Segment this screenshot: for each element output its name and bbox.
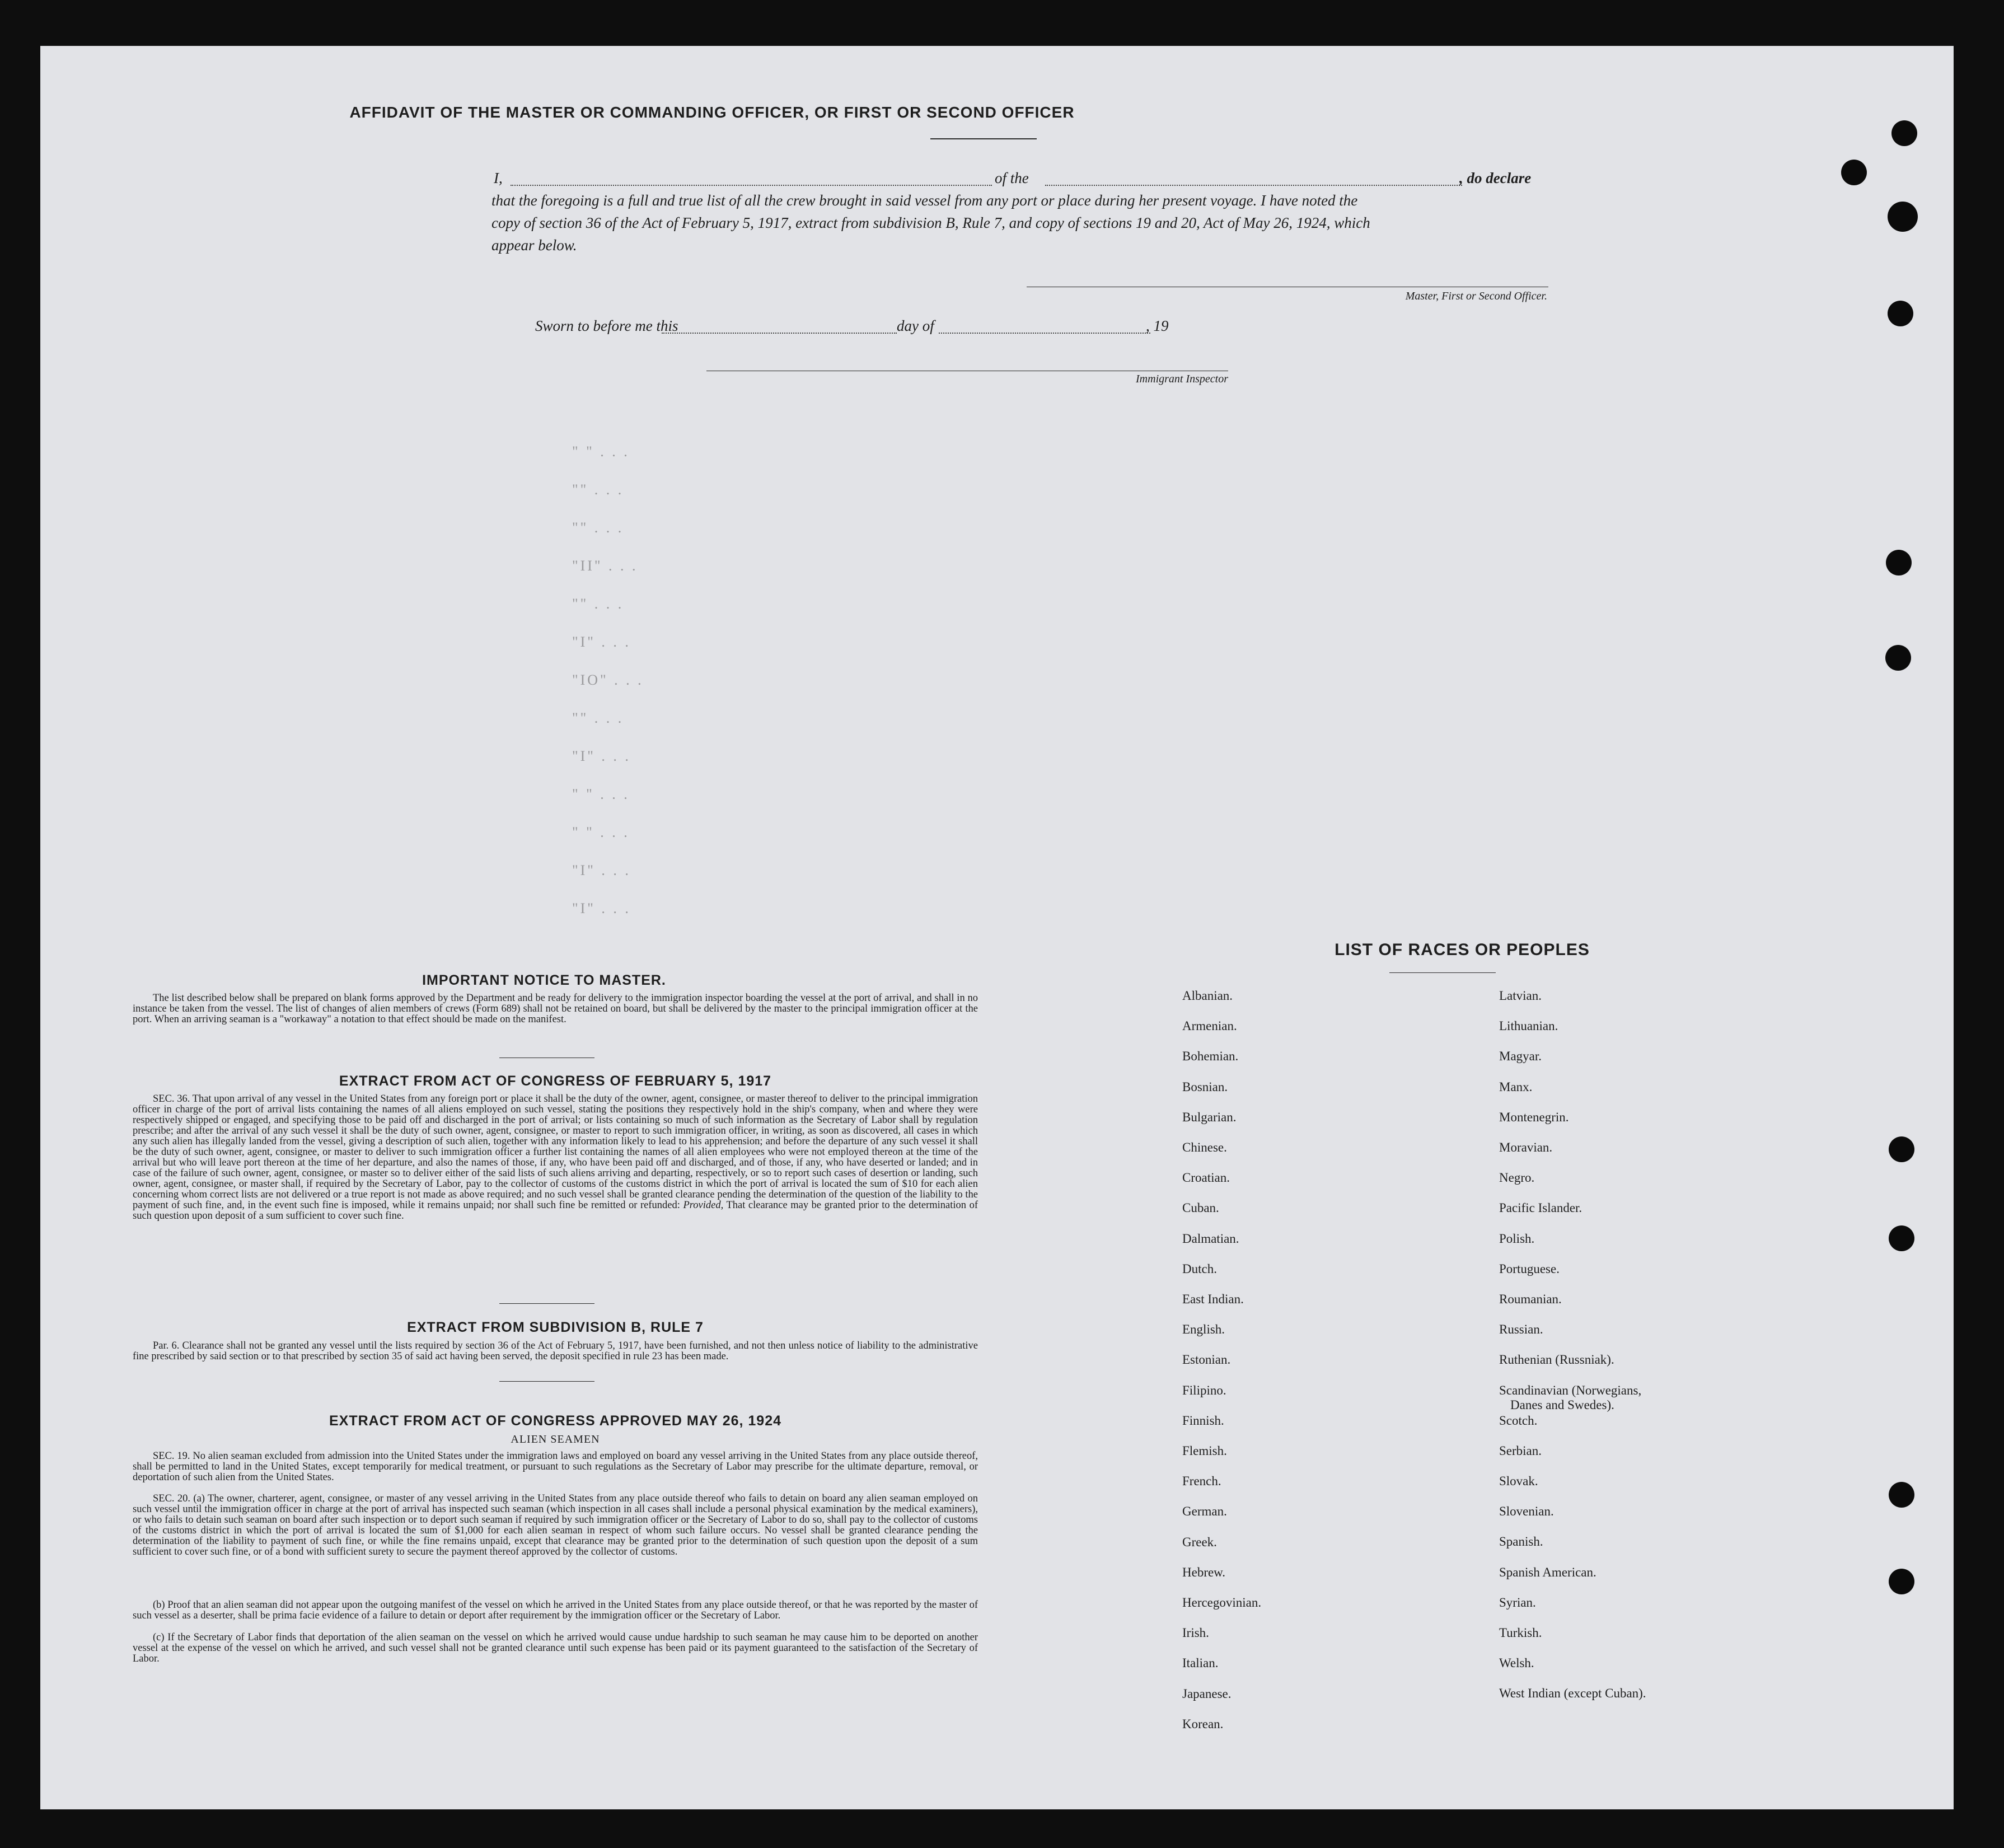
race-item: Turkish. [1499,1626,1542,1640]
sworn-day-blank [662,333,897,334]
race-item: Dalmatian. [1182,1231,1239,1246]
punch-hole [1888,202,1918,232]
name-blank [511,185,992,186]
bleed-through-row: "" . . . [572,520,624,536]
bleed-through-row: "I" . . . [572,862,631,878]
race-item: Roumanian. [1499,1292,1562,1306]
bleed-through-row: "IO" . . . [572,672,644,688]
punch-hole [1891,120,1917,146]
affidavit-line2: that the foregoing is a full and true list of all the crew brought in said vessel from any port or place during her present voyage. I have noted the [491,192,1358,209]
race-item: Portuguese. [1499,1261,1560,1276]
races-underline [1389,972,1496,973]
inspector-signature-caption: Immigrant Inspector [1136,373,1228,385]
sworn-month-blank [939,333,1150,334]
sworn-text: Sworn to before me this [535,317,678,334]
race-item: Greek. [1182,1534,1217,1549]
race-item: Montenegrin. [1499,1110,1569,1124]
race-item: Estonian. [1182,1353,1231,1367]
notice-title: IMPORTANT NOTICE TO MASTER. [422,972,666,988]
bleed-through-row: "I" . . . [572,900,631,916]
race-item: Italian. [1182,1656,1219,1671]
race-item: English. [1182,1322,1225,1337]
race-item: Syrian. [1499,1595,1536,1610]
title-underline [930,138,1037,139]
race-item: Magyar. [1499,1049,1542,1064]
race-item: French. [1182,1474,1221,1489]
race-item: Lithuanian. [1499,1019,1558,1033]
race-item: Flemish. [1182,1444,1227,1458]
bleed-through-row: "" . . . [572,710,624,726]
bleed-through-row: "I" . . . [572,748,631,764]
race-item: Scotch. [1499,1413,1538,1428]
race-item: Bosnian. [1182,1079,1228,1094]
affidavit-title: AFFIDAVIT OF THE MASTER OR COMMANDING OFFICER, OR FIRST OR SECOND OFFICER [349,104,1075,121]
bleed-through-row: " " . . . [572,786,630,802]
race-item: Cuban. [1182,1201,1219,1215]
punch-hole [1889,1225,1914,1251]
race-item: Slovenian. [1499,1504,1554,1519]
race-item: Spanish American. [1499,1565,1596,1579]
bleed-through-row: "" . . . [572,481,624,498]
race-item: Bulgarian. [1182,1110,1237,1124]
race-item: Polish. [1499,1231,1535,1246]
punch-hole [1889,1482,1914,1508]
race-item: Japanese. [1182,1686,1232,1701]
race-item: Welsh. [1499,1656,1534,1671]
race-item: West Indian (except Cuban). [1499,1686,1646,1701]
race-item: Croatian. [1182,1171,1230,1185]
race-item: Hercegovinian. [1182,1596,1262,1610]
year-text: , 19 [1146,317,1169,334]
race-item: Negro. [1499,1171,1535,1185]
affidavit-line1-declare: , do declare [1459,170,1532,186]
race-item: Scandinavian (Norwegians, [1499,1383,1642,1397]
divider [499,1381,594,1382]
divider [499,1303,594,1304]
race-item: German. [1182,1504,1227,1519]
proviso-text: That clearance may be granted prior to the determination of such question upon deposit of a sum sufficient to cover such fine. [133,1200,978,1222]
sec20c-text: (c) If the Secretary of Labor finds that deportation of the alien seaman on the vessel on which he arrived would cause undue hardship to such seaman he may cause him to be deported on another vessel at the expense of the vessel on which he arrived, and such vessel shall not be granted clearance until such expense has been paid or its payment guaranteed to the satisfaction of the Secretary of Labor. [133,1632,978,1664]
extract-1917-text [133,1094,978,1222]
race-item: Danes and Swedes). [1510,1397,1614,1412]
punch-hole [1888,301,1913,326]
punch-hole [1886,550,1912,576]
races-title: LIST OF RACES OR PEOPLES [1335,941,1590,959]
race-item: Bohemian. [1182,1049,1239,1064]
extract-rule7-text: Par. 6. Clearance shall not be granted any vessel until the lists required by section 36 of the Act of February 5, 1917, have been furnished, and not then unless notice of liability to the administrative fine prescribed by said section or to that prescribed by section 35 of said act having been served, the deposit specified in rule 23 has been made. [133,1340,978,1362]
punch-hole [1885,645,1911,671]
race-item: Latvian. [1499,989,1542,1003]
notice-text: The list described below shall be prepared on blank forms approved by the Department and be ready for delivery to the immigration inspector boarding the vessel at the port of arrival, and shall in no instance be taken from the vessel. The list of changes of alien members of crews (Form 689) shall not be retained on board, but shall be delivered by the master to the principal immigration officer at the port. When an arriving seaman is a "workaway" a notation to that effect should be made on the manifest. [133,993,978,1025]
extract-rule7-title: EXTRACT FROM SUBDIVISION B, RULE 7 [407,1320,704,1335]
race-item: Hebrew. [1182,1565,1226,1579]
race-item: Pacific Islander. [1499,1201,1582,1215]
extract-1924-title: EXTRACT FROM ACT OF CONGRESS APPROVED MAY 26, 1924 [329,1413,782,1429]
race-item: Filipino. [1182,1383,1226,1397]
race-item: Dutch. [1182,1261,1217,1276]
day-of-text: day of [897,317,934,334]
affidavit-line1-of-the: of the [995,170,1029,186]
race-item: Spanish. [1499,1534,1543,1549]
race-item: Ruthenian (Russniak). [1499,1353,1614,1367]
sec19-text: SEC. 19. No alien seaman excluded from admission into the United States under the immigration laws and employed on board any vessel arriving in the United States from any place outside thereof, shall be permitted to land in the United States, except temporarily for medical treatment, or pursuant to such regulations as the Secretary of Labor may prescribe for the ultimate departure, removal, or deportation of such alien from the United States. [133,1451,978,1483]
bleed-through-row: " " . . . [572,443,630,460]
race-item: Russian. [1499,1322,1543,1337]
sec20a-text: SEC. 20. (a) The owner, charterer, agent, consignee, or master of any vessel arriving in the United States from any place outside thereof who fails to detain on board any alien seaman employed on such vessel until the immigration officer in charge at the port of arrival has inspected such seaman (which inspection in all cases shall include a personal physical examination by the medical examiners), or who fails to detain such seaman on board after such inspection or to deport such seaman if required by such immigration officer or the Secretary of Labor to do so, shall pay to the collector of customs of the customs district in which the port of arrival is located the sum of $1,000 for each alien seaman in respect of whom such failure occurs. No vessel shall be granted clearance pending the determination of the liability to payment of such fine, or while the fine remains unpaid, except that clearance may be granted prior to the determination of such question upon the deposit of a sum sufficient to cover such fine, or of a bond with sufficient surety to secure the payment thereof approved by the collector of customs. [133,1493,978,1557]
race-item: Chinese. [1182,1140,1227,1154]
race-item: Albanian. [1182,989,1233,1003]
extract-1917-title: EXTRACT FROM ACT OF CONGRESS OF FEBRUARY 5, 1917 [339,1073,772,1089]
extract-1917-body: SEC. 36. That upon arrival of any vessel in the United States from any foreign port or place it shall be the duty of the owner, agent, consignee, or master thereof to deliver to the principal immigration officer in charge of the port of arrival lists containing the names of all aliens employed on such vessel, stating the positions they respectively hold in the ship's company, when and where they were respectively shipped or engaged, and specifying those to be paid off and discharged in the port of arrival; or lists containing so much of such information as the Secretary of Labor shall by regulation prescribe; and after the arrival of any such vessel it shall be the duty of such owner, agent, consignee, or master to report to such immigration officer, in writing, as soon as discovered, all cases in which any such alien has illegally landed from the vessel, giving a description of such alien, together with any information likely to lead to his apprehension; and before the departure of any such vessel it shall be the duty of such owner, agent, consignee, or master to deliver to such immigration officer a further list containing the names of all alien employees who were not employed thereon at the time of the arrival but who will leave port thereon at the time of her departure, and also the names of those, if any, who have been paid off and discharged, and of those, if any, who have deserted or landed; and in case of the failure of such owner, agent, consignee, or master so to deliver either of the said lists of such aliens arriving and departing, respectively, or so to report such cases of desertion or landing, such owner, agent, consignee, or master shall, if required by the Secretary of Labor, pay to the collector of customs of the customs district in which the port of arrival is located the sum of $10 for each alien concerning whom correct lists are not delivered or a true report is not made as above required; and no such vessel shall be granted clearance pending the determination of the question of the liability to the payment of such fine, and, in the event such fine is imposed, while it remains unpaid; nor shall such fine be remitted or refunded: [133,1093,978,1211]
proviso-word: Provided, [683,1200,724,1211]
race-item: Serbian. [1499,1443,1542,1458]
extract-1924-subtitle: ALIEN SEAMEN [511,1433,600,1445]
punch-hole [1889,1136,1914,1162]
affidavit-line3: copy of section 36 of the Act of February 5, 1917, extract from subdivision B, Rule 7, and copy of sections 19 and 20, Act of May 26, 1924, which [491,214,1370,231]
punch-hole [1841,160,1867,185]
race-item: Manx. [1499,1079,1533,1094]
bleed-through-row: "II" . . . [572,558,638,574]
vessel-blank [1045,185,1462,186]
bleed-through-row: "" . . . [572,596,624,612]
bleed-through-row: "I" . . . [572,634,631,650]
sec20b-text: (b) Proof that an alien seaman did not appear upon the outgoing manifest of the vessel on which he arrived in the United States from any place outside thereof, or that he was reported by the master of such vessel as a deserter, shall be prima facie evidence of a failure to detain or deport after requirement by the immigration officer or the Secretary of Labor. [133,1599,978,1621]
document-page [40,46,1954,1809]
race-item: Korean. [1182,1716,1224,1731]
race-item: Armenian. [1182,1019,1237,1033]
bleed-through-row: " " . . . [572,824,630,840]
race-item: Finnish. [1182,1413,1224,1428]
master-signature-caption: Master, First or Second Officer. [1405,290,1547,302]
race-item: Irish. [1182,1626,1209,1640]
punch-hole [1889,1569,1914,1594]
race-item: Moravian. [1499,1140,1553,1154]
affidavit-line4: appear below. [491,237,577,254]
affidavit-line1-i: I, [494,170,503,186]
race-item: Slovak. [1499,1474,1538,1488]
race-item: East Indian. [1182,1292,1244,1306]
